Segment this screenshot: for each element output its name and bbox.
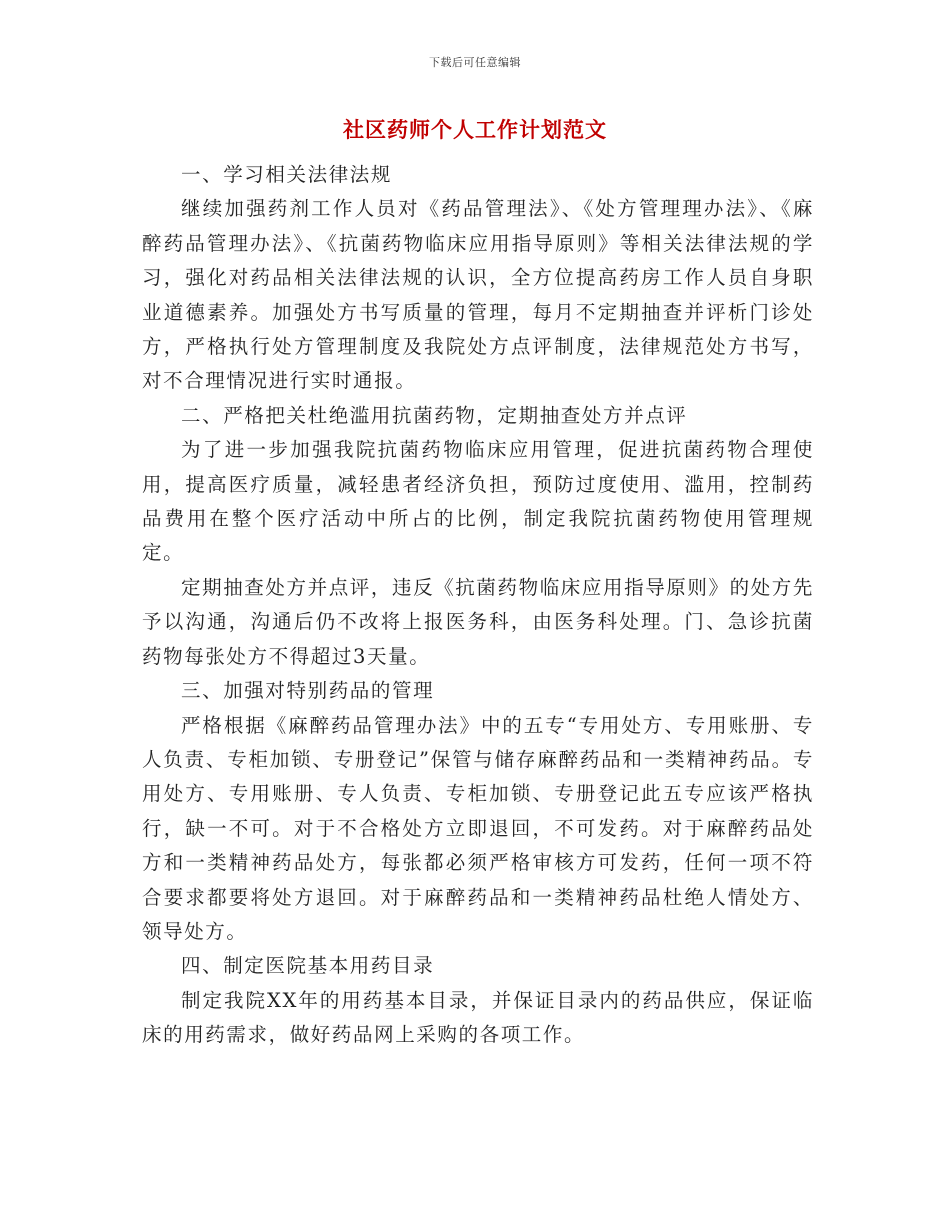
paragraph: 定期抽查处方并点评，违反《抗菌药物临床应用指导原则》的处方先予以沟通，沟通后仍不改将上报医务科，由医务科处理。门、急诊抗菌药物每张处方不得超过3天量。 [142,575,815,668]
section-heading-3: 三、加强对特别药品的管理 [181,679,435,703]
header-note: 下载后可任意编辑 [429,56,521,69]
paragraph: 制定我院XX年的用药基本目录，并保证目录内的药品供应，保证临床的用药需求，做好药品网上采购的各项工作。 [142,988,814,1047]
paragraph: 严格根据《麻醉药品管理办法》中的五专“专用处方、专用账册、专人负责、专柜加锁、专册登记”保管与储存麻醉药品和一类精神药品。专用处方、专用账册、专人负责、专柜加锁、专册登记此五专应该严格执行，缺一不可。对于不合格处方立即退回，不可发药。对于麻醉药品处方和一类精神药品处方，每张都必须严格审核方可发药，任何一项不符合要求都要将处方退回。对于麻醉药品和一类精神药品杜绝人情处方、领导处方。 [142,713,814,943]
section-heading-1: 一、学习相关法律法规 [181,163,393,186]
paragraph: 继续加强药剂工作人员对《药品管理法》、《处方管理理办法》、《麻醉药品管理办法》、《抗菌药物临床应用指导原则》等相关法律法规的学习，强化对药品相关法律法规的认识，全方位提高药房工作人员自身职业道德素养。加强处方书写质量的管理，每月不定期抽查并评析门诊处方，严格执行处方管理制度及我院处方点评制度，法律规范处方书写，对不合理情况进行实时通报。 [142,197,814,393]
paragraph: 为了进一步加强我院抗菌药物临床应用管理，促进抗菌药物合理使用，提高医疗质量，减轻患者经济负担，预防过度使用、滥用，控制药品费用在整个医疗活动中所占的比例，制定我院抗菌药物使用管理规定。 [142,438,814,565]
document-title: 社区药师个人工作计划范文 [343,117,607,142]
section-heading-4: 四、制定医院基本用药目录 [181,954,435,978]
section-heading-2: 二、严格把关杜绝滥用抗菌药物，定期抽查处方并点评 [181,403,688,427]
document-body [142,158,814,1053]
